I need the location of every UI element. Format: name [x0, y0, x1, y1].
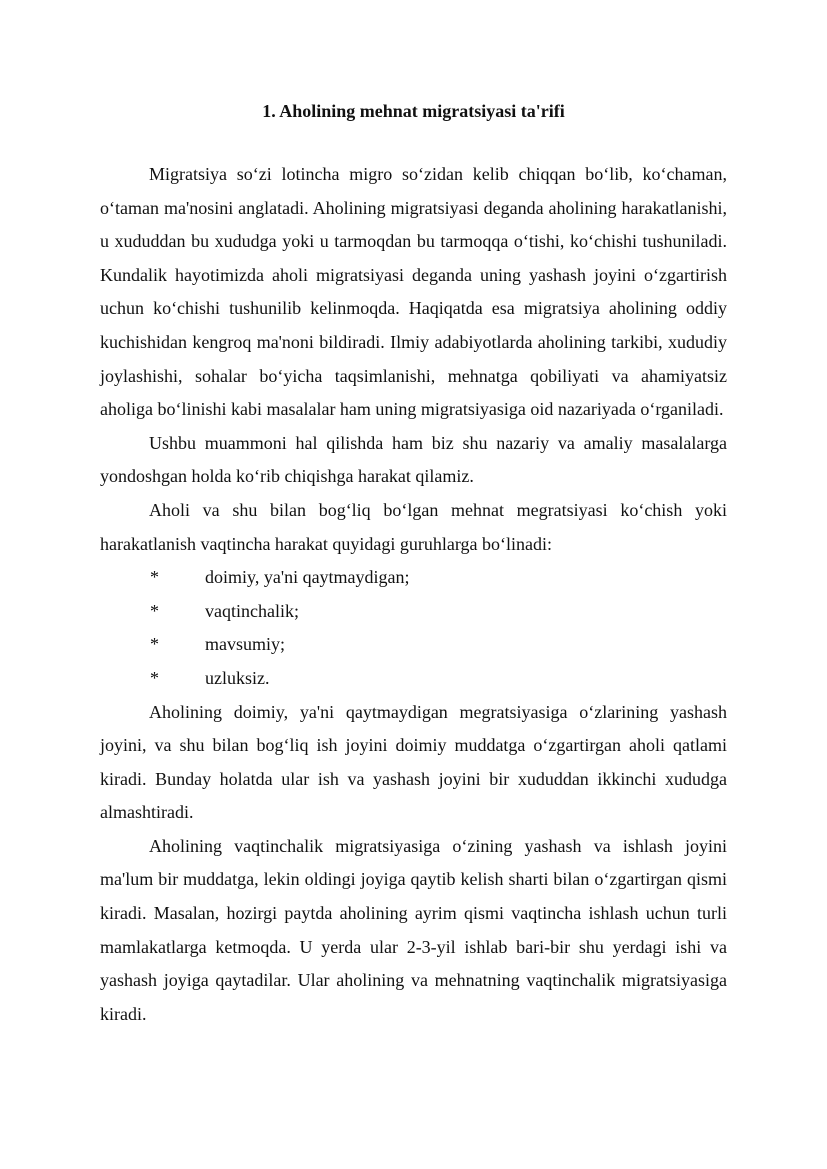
list-item-text: vaqtinchalik; [205, 600, 299, 621]
paragraph-permanent-migration: Aholining doimiy, ya'ni qaytmaydigan megratsiyasiga o‘zlarining yashash joyini, va shu bilan bog‘liq ish joyini doimiy muddatga o‘zgartirgan aholi qatlami kiradi. Bunday holatda ular ish va yashash joyini bir xududdan ikkinchi xududga almashtiradi. [100, 701, 727, 823]
list-item-text: mavsumiy; [205, 634, 285, 655]
list-item [100, 628, 727, 662]
list-item-text: doimiy, ya'ni qaytmaydigan; [205, 567, 410, 588]
asterisk-bullet-icon: * [150, 567, 159, 588]
migration-types-list [100, 561, 727, 695]
paragraph-temporary-migration: Aholining vaqtinchalik migratsiyasiga o‘zining yashash va ishlash joyini ma'lum bir muddatga, lekin oldingi joyiga qaytib kelish sharti bilan o‘zgartirgan qismi kiradi. Masalan, hozirgi paytda aholining ayrim qismi vaqtincha ishlash uchun turli mamlakatlarga ketmoqda. U yerda ular 2-3-yil ishlab bari-bir shu yerdagi ishi va yashash joyiga qaytadilar. Ular aholining va mehnatning vaqtinchalik migratsiyasiga kiradi. [100, 835, 727, 1024]
list-item-text: uzluksiz. [205, 667, 270, 688]
document-title: 1. Aholining mehnat migratsiyasi ta'rifi [262, 101, 565, 121]
asterisk-bullet-icon: * [150, 600, 159, 621]
paragraph-approach: Ushbu muammoni hal qilishda ham biz shu nazariy va amaliy masalalarga yondoshgan holda ko‘rib chiqishga harakat qilamiz. [100, 432, 727, 487]
list-item [100, 595, 727, 629]
paragraph-migration-definition: Migratsiya so‘zi lotincha migro so‘zidan kelib chiqqan bo‘lib, ko‘chaman, o‘taman ma'nosini anglatadi. Aholining migratsiyasi deganda aholining harakatlanishi, u xududdan bu xududga yoki u tarmoqdan bu tarmoqqa o‘tishi, ko‘chishi tushuniladi. Kundalik hayotimizda aholi migratsiyasi deganda uning yashash joyini o‘zgartirish uchun ko‘chishi tushunilib kelinmoqda. Haqiqatda esa migratsiya aholining oddiy kuchishidan kengroq ma'noni bildiradi. Ilmiy adabiyotlarda aholining tarkibi, xududiy joylashishi, sohalar bo‘yicha taqsimlanishi, mehnatga qobiliyati va ahamiyatsiz aholiga bo‘linishi kabi masalalar ham uning migratsiyasiga oid nazariyada o‘rganiladi. [100, 164, 727, 420]
list-item [100, 561, 727, 595]
list-item [100, 662, 727, 696]
paragraph-groups-intro: Aholi va shu bilan bog‘liq bo‘lgan mehnat megratsiyasi ko‘chish yoki harakatlanish vaqtincha harakat quyidagi guruhlarga bo‘linadi: [100, 499, 727, 554]
document-page [100, 96, 727, 1031]
asterisk-bullet-icon: * [150, 667, 159, 688]
asterisk-bullet-icon: * [150, 634, 159, 655]
